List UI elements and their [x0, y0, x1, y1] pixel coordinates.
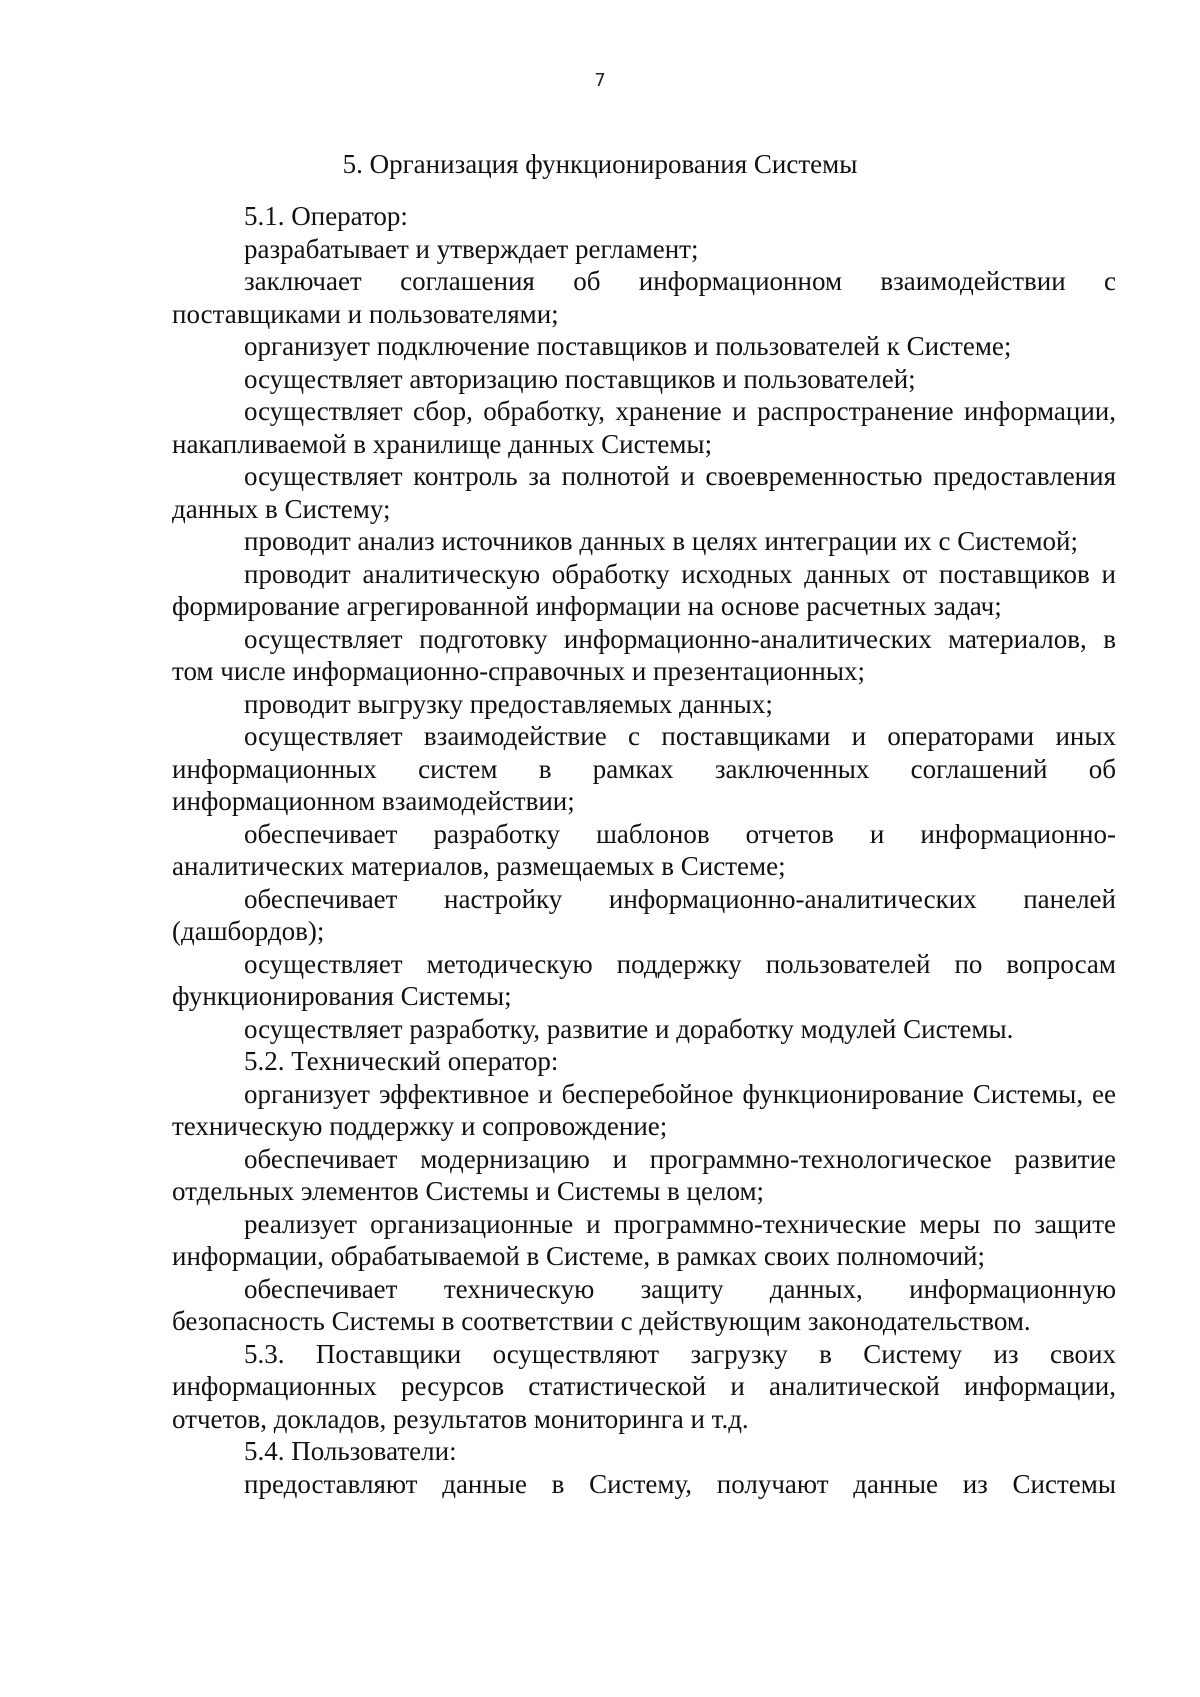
- section-heading: 5. Организация функционирования Системы: [342, 149, 858, 179]
- paragraph: обеспечивает техническую защиту данных, информационную безопасность Системы в соответствии с действующим законодательством.: [172, 1273, 1116, 1336]
- paragraph: организует подключение поставщиков и пользователей к Системе;: [244, 331, 1012, 361]
- paragraph: предоставляют данные в Систему, получают данные из Системы: [244, 1468, 1116, 1499]
- paragraph: осуществляет методическую поддержку пользователей по вопросам функционирования Системы;: [172, 948, 1116, 1011]
- paragraph: осуществляет взаимодействие с поставщиками и операторами иных информационных систем в рамках заключенных соглашений об информационном взаимодействии;: [172, 721, 1116, 816]
- paragraph: проводит выгрузку предоставляемых данных;: [244, 688, 773, 719]
- paragraph: 5.4. Пользователи:: [244, 1436, 457, 1466]
- paragraph: разрабатывает и утверждает регламент;: [244, 233, 699, 264]
- paragraph: реализует организационные и программно-технические меры по защите информации, обрабатываемой в Системе, в рамках своих полномочий;: [172, 1208, 1116, 1271]
- paragraph: осуществляет авторизацию поставщиков и пользователей;: [244, 363, 916, 394]
- paragraph: осуществляет подготовку информационно-аналитических материалов, в том числе информационно-справочных и презентационных;: [172, 623, 1116, 686]
- paragraph: 5.2. Технический оператор:: [244, 1046, 559, 1076]
- document-body: [172, 200, 1116, 1500]
- paragraph: организует эффективное и бесперебойное функционирование Системы, ее техническую поддержку и сопровождение;: [172, 1078, 1116, 1141]
- paragraph: заключает соглашения об информационном взаимодействии с поставщиками и пользователями;: [172, 266, 1116, 329]
- paragraph: обеспечивает разработку шаблонов отчетов и информационно-аналитических материалов, размещаемых в Системе;: [172, 818, 1116, 881]
- paragraph: осуществляет разработку, развитие и доработку модулей Системы.: [244, 1013, 1014, 1044]
- paragraph: проводит аналитическую обработку исходных данных от поставщиков и формирование агрегированной информации на основе расчетных задач;: [172, 558, 1116, 621]
- paragraph: 5.1. Оператор:: [244, 201, 408, 231]
- paragraph: 5.3. Поставщики осуществляют загрузку в Систему из своих информационных ресурсов статистической и аналитической информации, отчетов, докладов, результатов мониторинга и т.д.: [172, 1338, 1116, 1434]
- paragraph: осуществляет контроль за полнотой и своевременностью предоставления данных в Систему;: [172, 461, 1116, 524]
- paragraph: осуществляет сбор, обработку, хранение и распространение информации, накапливаемой в хранилище данных Системы;: [172, 396, 1116, 459]
- page-number: 7: [594, 70, 606, 91]
- paragraph: обеспечивает модернизацию и программно-технологическое развитие отдельных элементов Системы и Системы в целом;: [172, 1143, 1116, 1206]
- paragraph: обеспечивает настройку информационно-аналитических панелей (дашбордов);: [172, 883, 1116, 946]
- paragraph: проводит анализ источников данных в целях интеграции их с Системой;: [244, 526, 1078, 556]
